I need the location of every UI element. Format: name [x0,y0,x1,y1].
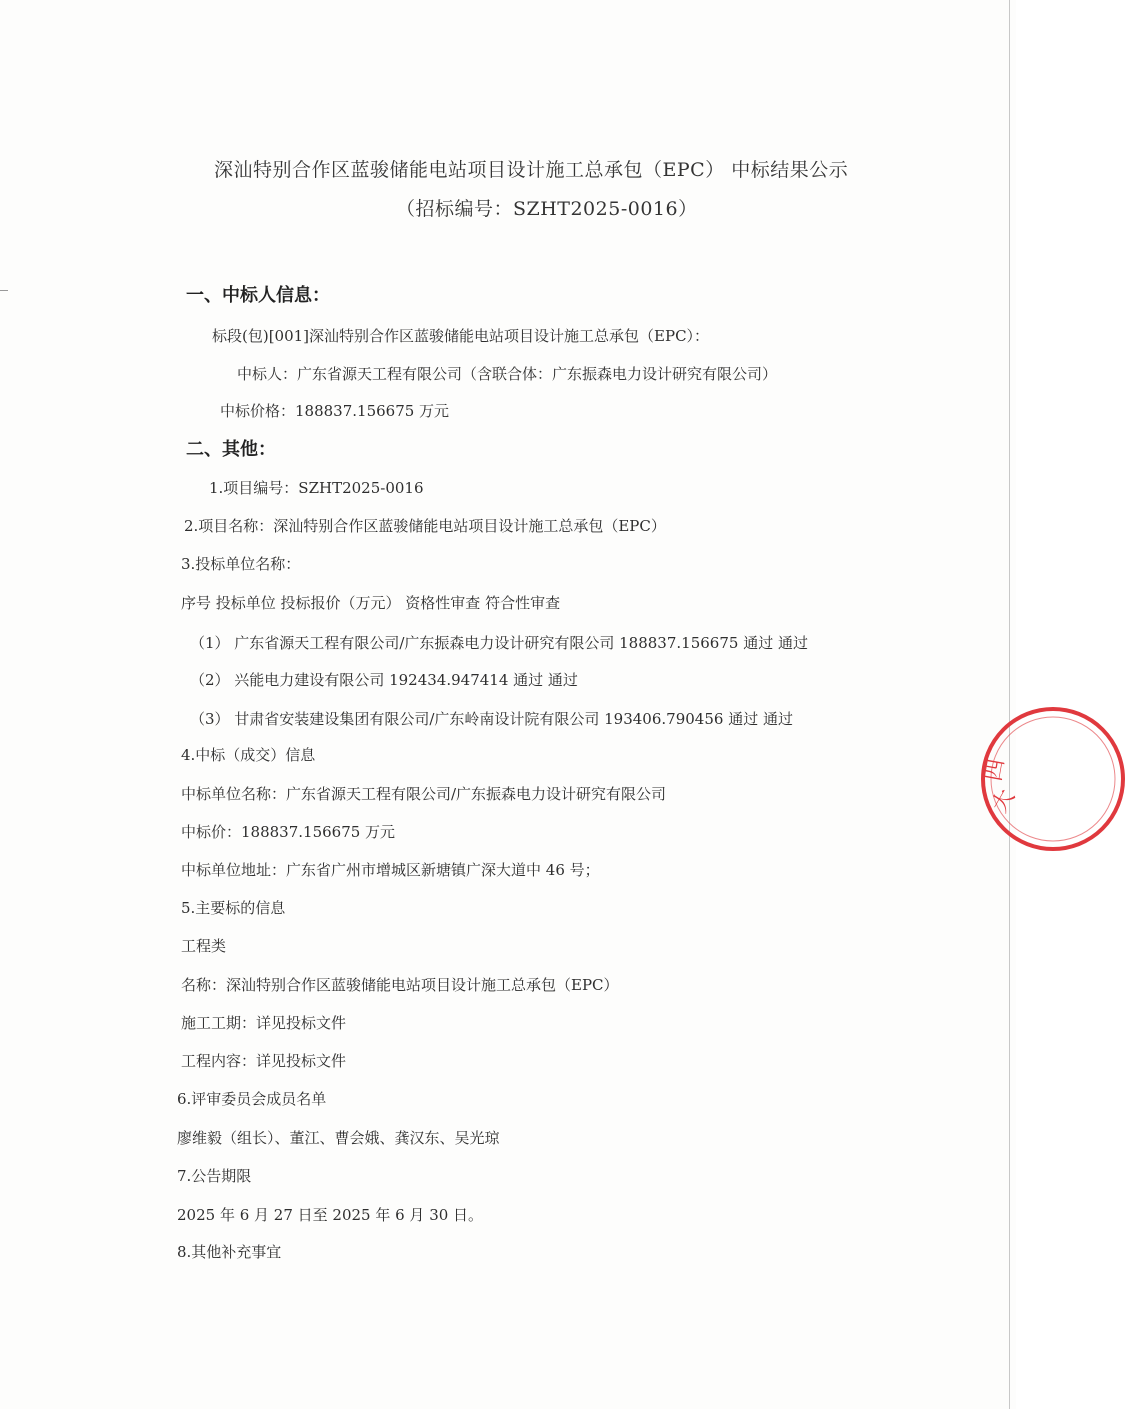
seal-glyph: 四 [981,757,1010,784]
project-number-line: 1.项目编号：SZHT2025-0016 [209,479,424,497]
winner-line: 中标人：广东省源天工程有限公司（含联合体：广东振森电力设计研究有限公司） [237,365,778,383]
award-unit-line: 中标单位名称：广东省源天工程有限公司/广东振森电力设计研究有限公司 [181,785,667,803]
seal-glyph: 大 [987,785,1021,817]
tender-number: （招标编号：SZHT2025-0016） [396,198,698,220]
winning-price-line: 中标价格：188837.156675 万元 [220,402,450,420]
other-matters-title: 8.其他补充事宜 [177,1243,282,1261]
construction-content-line: 工程内容：详见投标文件 [181,1052,347,1070]
bidder-row: （1） 广东省源天工程有限公司/广东振森电力设计研究有限公司 188837.156675 通过 通过 [190,634,808,652]
subject-name-line: 名称：深汕特别合作区蓝骏储能电站项目设计施工总承包（EPC） [181,976,619,994]
committee-title: 6.评审委员会成员名单 [177,1090,327,1108]
bidders-table-header: 序号 投标单位 投标报价（万元） 资格性审查 符合性审查 [181,594,561,612]
committee-members: 廖维毅（组长）、董江、曹会娥、龚汉东、吴光琼 [177,1129,500,1147]
bidder-row: （2） 兴能电力建设有限公司 192434.947414 通过 通过 [190,671,578,689]
subject-type: 工程类 [181,937,227,955]
notice-period-title: 7.公告期限 [177,1167,252,1185]
construction-period-line: 施工工期：详见投标文件 [181,1014,347,1032]
bidders-title: 3.投标单位名称： [181,555,301,573]
lot-line: 标段(包)[001]深汕特别合作区蓝骏储能电站项目设计施工总承包（EPC）： [212,327,710,345]
section-heading-other: 二、其他： [186,439,276,460]
official-seal [978,704,1128,854]
scan-left-mark [0,290,8,291]
section-heading-winner: 一、中标人信息： [186,285,330,306]
project-name-line: 2.项目名称：深汕特别合作区蓝骏储能电站项目设计施工总承包（EPC） [184,517,666,535]
notice-period-value: 2025 年 6 月 27 日至 2025 年 6 月 30 日。 [177,1206,484,1224]
document-title: 深汕特别合作区蓝骏储能电站项目设计施工总承包（EPC） 中标结果公示 [214,159,849,181]
bidder-row: （3） 甘肃省安装建设集团有限公司/广东岭南设计院有限公司 193406.790456 通过 通过 [190,710,793,728]
award-address-line: 中标单位地址：广东省广州市增城区新塘镇广深大道中 46 号； [181,861,600,879]
award-price-line: 中标价：188837.156675 万元 [181,823,396,841]
subject-title: 5.主要标的信息 [181,899,286,917]
award-title: 4.中标（成交）信息 [181,746,316,764]
seal-inner-ring [991,717,1115,841]
